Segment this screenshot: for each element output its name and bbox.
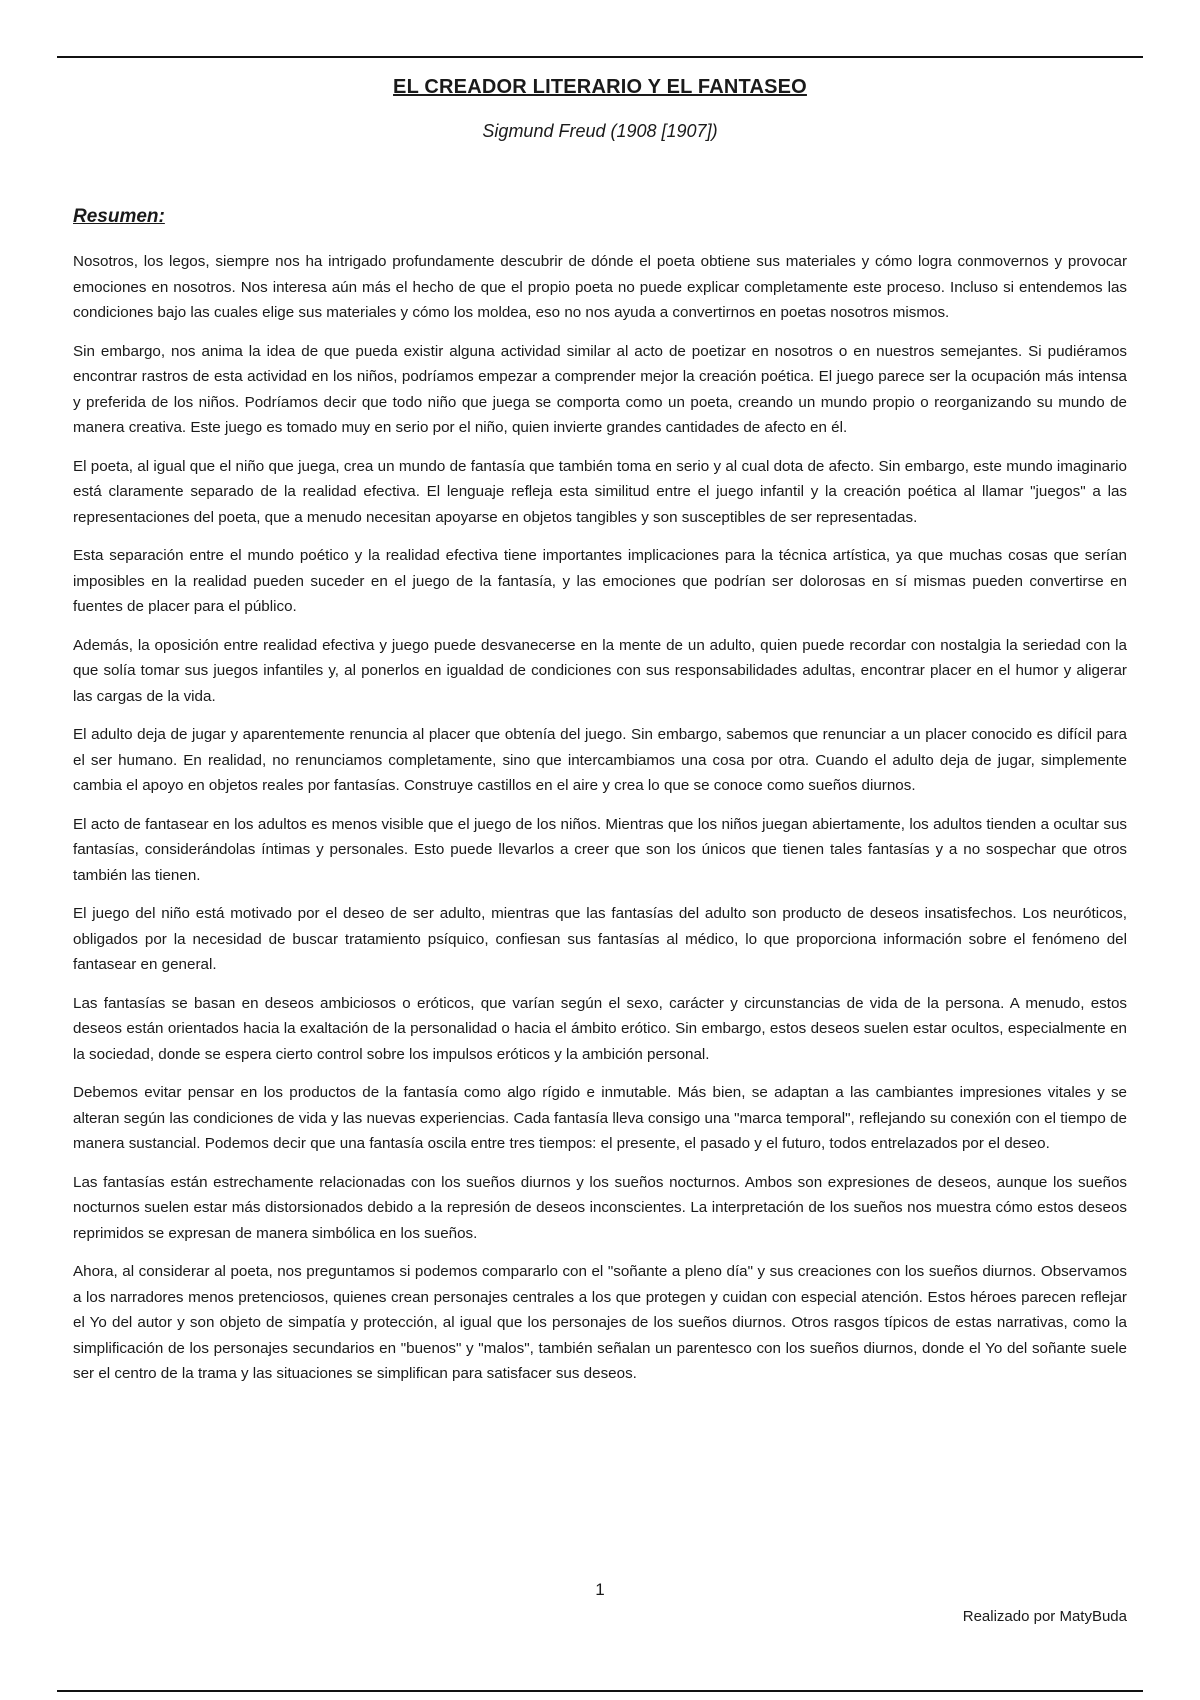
- paragraph-4: Esta separación entre el mundo poético y la realidad efectiva tiene importantes implicaciones para la técnica artística, ya que muchas cosas que serían imposibles en la realidad pueden suceder en el juego de la fantasía, y las emociones que podrían ser dolorosas en sí mismas pueden convertirse en fuentes de placer para el público.: [73, 547, 1127, 615]
- paragraph-7: El acto de fantasear en los adultos es menos visible que el juego de los niños. Mientras que los niños juegan abiertamente, los adultos tienden a ocultar sus fantasías, considerándolas íntimas y personales. Esto puede llevarlos a creer que son los únicos que tienen tales fantasías y a no sospechar que otros también las tienen.: [73, 815, 1127, 884]
- paragraph-8: El juego del niño está motivado por el deseo de ser adulto, mientras que las fantasías del adulto son producto de deseos insatisfechos. Los neuróticos, obligados por la necesidad de buscar tratamiento psíquico, confiesan sus fantasías al médico, lo que proporciona información sobre el fenómeno del fantasear en general.: [73, 905, 1127, 973]
- section-heading: Resumen:: [73, 206, 165, 227]
- page-number: 1: [595, 1580, 605, 1599]
- paragraph-11: Las fantasías están estrechamente relacionadas con los sueños diurnos y los sueños nocturnos. Ambos son expresiones de deseos, aunque los sueños nocturnos suelen estar más distorsionados debido a la represión de deseos inconscientes. La interpretación de los sueños nos muestra cómo estos deseos reprimidos se expresan de manera simbólica en los sueños.: [73, 1173, 1127, 1242]
- summary-body: [73, 249, 1127, 1400]
- document-title: EL CREADOR LITERARIO Y EL FANTASEO: [393, 76, 807, 98]
- bottom-rule: [57, 1690, 1143, 1692]
- paragraph-1: Nosotros, los legos, siempre nos ha intrigado profundamente descubrir de dónde el poeta obtiene sus materiales y cómo logra conmovernos y provocar emociones en nosotros. Nos interesa aún más el hecho de que el propio poeta no puede explicar completamente este proceso. Incluso si entendemos las condiciones bajo las cuales elige sus materiales y cómo los moldea, eso no nos ayuda a convertirnos en poetas nosotros mismos.: [73, 253, 1127, 321]
- paragraph-12: Ahora, al considerar al poeta, nos preguntamos si podemos compararlo con el "soñante a pleno día" y sus creaciones con los sueños diurnos. Observamos a los narradores menos pretenciosos, quienes crean personajes centrales a los que protegen y cuidan con especial atención. Estos héroes parecen reflejar el Yo del autor y son objeto de simpatía y protección, al igual que los personajes de los sueños diurnos. Otros rasgos típicos de estas narrativas, como la simplificación de los personajes secundarios en "buenos" y "malos", también señalan un parentesco con los sueños diurnos, donde el Yo del soñante suele ser el centro de la trama y las situaciones se simplifican para satisfacer sus deseos.: [73, 1263, 1127, 1382]
- paragraph-5: Además, la oposición entre realidad efectiva y juego puede desvanecerse en la mente de un adulto, quien puede recordar con nostalgia la seriedad con la que solía tomar sus juegos infantiles y, al ponerlos en igualdad de condiciones con sus responsabilidades adultas, encontrar placer en el humor y aligerar las cargas de la vida.: [73, 636, 1127, 705]
- paragraph-9: Las fantasías se basan en deseos ambiciosos o eróticos, que varían según el sexo, carácter y circunstancias de vida de la persona. A menudo, estos deseos están orientados hacia la exaltación de la personalidad o hacia el ámbito erótico. Sin embargo, estos deseos suelen estar ocultos, especialmente en la sociedad, donde se espera cierto control sobre los impulsos eróticos y la ambición personal.: [73, 994, 1127, 1063]
- paragraph-6: El adulto deja de jugar y aparentemente renuncia al placer que obtenía del juego. Sin embargo, sabemos que renunciar a un placer conocido es difícil para el ser humano. En realidad, no renunciamos completamente, sino que intercambiamos una cosa por otra. Cuando el adulto deja de jugar, simplemente cambia el apoyo en objetos reales por fantasías. Construye castillos en el aire y crea lo que se conoce como sueños diurnos.: [73, 726, 1127, 794]
- document-author: Sigmund Freud (1908 [1907]): [482, 121, 718, 141]
- top-rule: [57, 56, 1143, 58]
- paragraph-10: Debemos evitar pensar en los productos de la fantasía como algo rígido e inmutable. Más bien, se adaptan a las cambiantes impresiones vitales y se alteran según las condiciones de vida y las nuevas experiencias. Cada fantasía lleva consigo una "marca temporal", reflejando su conexión con el tiempo de manera sustancial. Podemos decir que una fantasía oscila entre tres tiempos: el presente, el pasado y el futuro, todos entrelazados por el deseo.: [73, 1084, 1127, 1152]
- paragraph-2: Sin embargo, nos anima la idea de que pueda existir alguna actividad similar al acto de poetizar en nosotros o en nuestros semejantes. Si pudiéramos encontrar rastros de esta actividad en los niños, podríamos empezar a comprender mejor la creación poética. El juego parece ser la ocupación más intensa y preferida de los niños. Podríamos decir que todo niño que juega se comporta como un poeta, creando un mundo propio o reorganizando su mundo de manera creativa. Este juego es tomado muy en serio por el niño, quien invierte grandes cantidades de afecto en él.: [73, 342, 1127, 436]
- author-credit: Realizado por MatyBuda: [962, 1608, 1127, 1625]
- paragraph-3: El poeta, al igual que el niño que juega, crea un mundo de fantasía que también toma en serio y al cual dota de afecto. Sin embargo, este mundo imaginario está claramente separado de la realidad efectiva. El lenguaje refleja esta similitud entre el juego infantil y la creación poética al llamar "juegos" a las representaciones del poeta, que a menudo necesitan apoyarse en objetos tangibles y son susceptibles de ser representadas.: [73, 457, 1127, 526]
